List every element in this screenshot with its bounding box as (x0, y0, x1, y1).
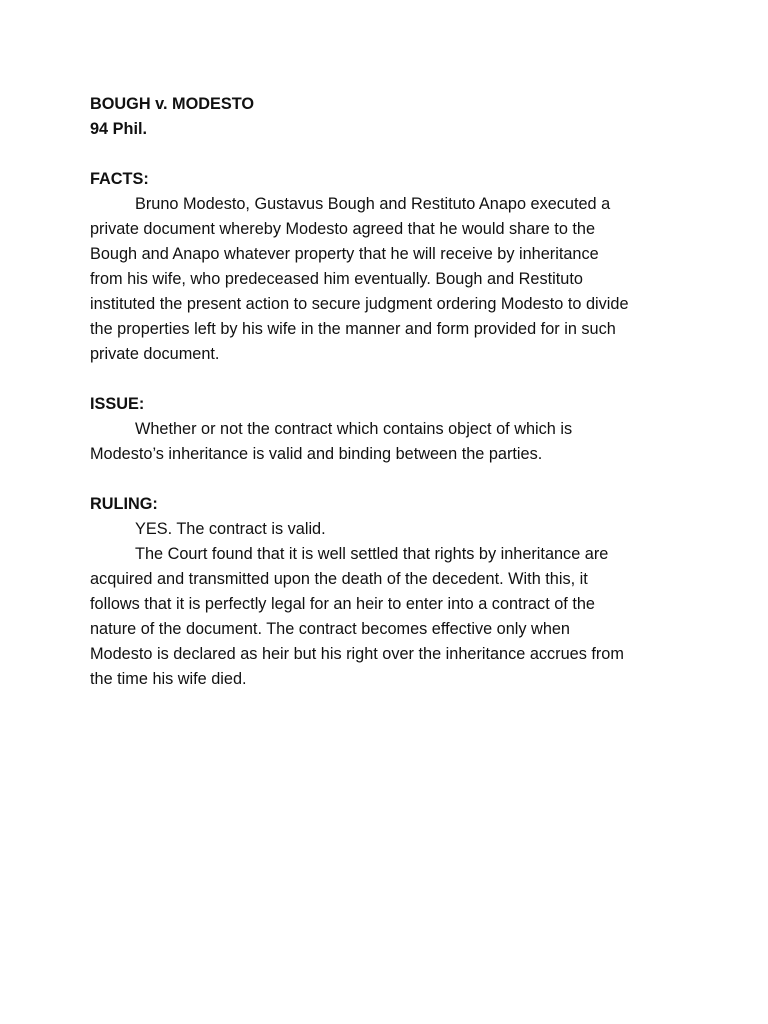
facts-line: private document. (90, 345, 220, 363)
case-title: BOUGH v. MODESTO (90, 95, 255, 113)
facts-line: private document whereby Modesto agreed that he would share to the (90, 220, 596, 238)
ruling-line: nature of the document. The contract becomes effective only when (90, 620, 570, 638)
spacer (90, 467, 690, 492)
spacer (90, 367, 690, 392)
facts-line: instituted the present action to secure judgment ordering Modesto to divide (90, 295, 629, 313)
ruling-answer: YES. The contract is valid. (135, 520, 326, 538)
ruling-section (90, 492, 690, 692)
issue-line: Whether or not the contract which contains object of which is (135, 420, 573, 438)
facts-line: from his wife, who predeceased him eventually. Bough and Restituto (90, 270, 583, 288)
facts-line: the properties left by his wife in the manner and form provided for in such (90, 320, 616, 338)
issue-heading: ISSUE: (90, 395, 145, 413)
case-citation: 94 Phil. (90, 120, 148, 138)
issue-line: Modesto’s inheritance is valid and binding between the parties. (90, 445, 543, 463)
facts-line: Bough and Anapo whatever property that he will receive by inheritance (90, 245, 599, 263)
issue-section (90, 392, 690, 467)
facts-line: Bruno Modesto, Gustavus Bough and Restituto Anapo executed a (135, 195, 611, 213)
facts-heading: FACTS: (90, 170, 149, 188)
case-digest-page (90, 92, 690, 692)
ruling-line: the time his wife died. (90, 670, 247, 688)
ruling-heading: RULING: (90, 495, 158, 513)
facts-section (90, 167, 690, 367)
ruling-line: follows that it is perfectly legal for an heir to enter into a contract of the (90, 595, 595, 613)
ruling-line: acquired and transmitted upon the death of the decedent. With this, it (90, 570, 588, 588)
spacer (90, 142, 690, 167)
ruling-line: Modesto is declared as heir but his right over the inheritance accrues from (90, 645, 624, 663)
ruling-line: The Court found that it is well settled that rights by inheritance are (135, 545, 609, 563)
